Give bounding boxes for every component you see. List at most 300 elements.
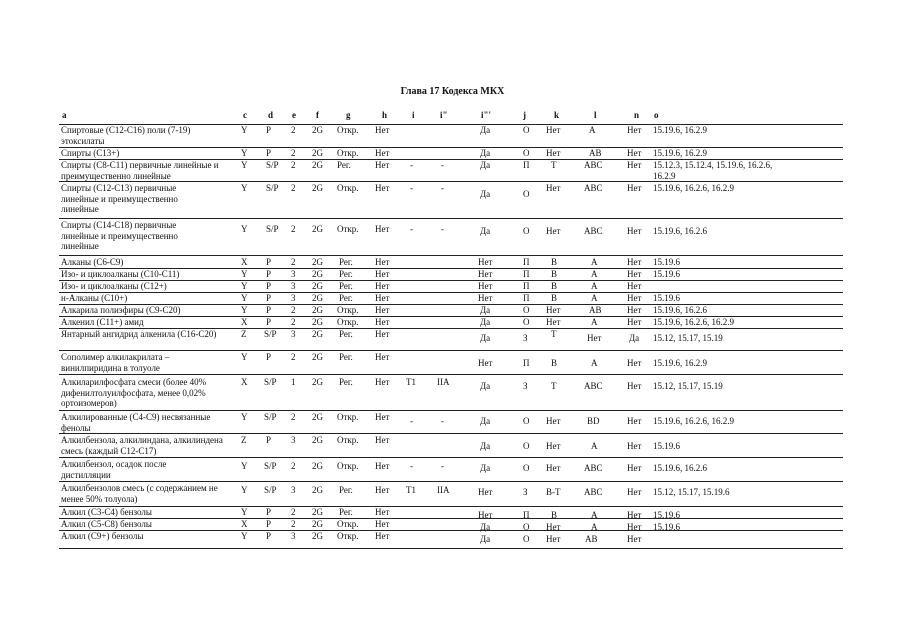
table-rule	[59, 218, 843, 219]
cell-i: -	[410, 461, 413, 471]
cell-k: B-T	[546, 487, 561, 497]
header-e: e	[292, 110, 296, 120]
cell-g: Рег.	[339, 352, 353, 362]
cell-o: 15.12, 15.17, 15.19	[653, 381, 723, 391]
cell-n: Да	[629, 333, 640, 343]
cell-k: T	[551, 329, 557, 339]
cell-i3: Нет	[478, 510, 493, 520]
cell-h: Нет	[375, 305, 390, 315]
cell-e: 3	[291, 269, 296, 279]
cell-e: 2	[291, 507, 296, 517]
cell-h: Нет	[375, 257, 390, 267]
cell-c: Y	[241, 485, 248, 495]
cell-g: Рег.	[339, 293, 353, 303]
cell-j: П	[523, 257, 530, 267]
cell-l: ABC	[584, 183, 603, 193]
cell-f: 2G	[312, 281, 323, 291]
cell-j: О	[523, 317, 530, 327]
cell-f: 2G	[312, 531, 323, 541]
cell-d: P	[266, 507, 272, 517]
cell-e: 3	[291, 485, 296, 495]
cell-j: О	[523, 463, 530, 473]
header-k: k	[554, 110, 560, 120]
cell-g: Откр.	[337, 125, 359, 135]
cell-l: A	[591, 269, 598, 279]
cell-name: Янтарный ангидрид алкенила (C16-C20)	[61, 329, 217, 339]
cell-j: З	[523, 381, 528, 391]
cell-h: Нет	[375, 317, 390, 327]
cell-d: S/P	[264, 485, 277, 495]
cell-g: Рег.	[339, 269, 353, 279]
cell-c: Y	[241, 281, 248, 291]
cell-g: Рег.	[337, 160, 351, 170]
cell-e: 2	[291, 160, 296, 170]
cell-l: A	[591, 510, 598, 520]
cell-f: 2G	[312, 461, 323, 471]
cell-n: Нет	[627, 257, 642, 267]
cell-d: P	[266, 305, 272, 315]
cell-i3: Да	[480, 381, 491, 391]
cell-c: X	[241, 377, 248, 387]
cell-c: Y	[241, 160, 248, 170]
table-rule	[59, 433, 843, 434]
cell-name: Спирты (C12-C13) первичные линейные и преимущественно линейные	[61, 183, 178, 214]
cell-i3: Нет	[478, 257, 493, 267]
cell-h: Нет	[375, 148, 390, 158]
cell-name: Алкилбензола, алкилиндана, алкилиндена смесь (каждый C12-C17)	[61, 435, 223, 456]
cell-n: Нет	[627, 522, 642, 532]
cell-g: Откр.	[337, 183, 359, 193]
cell-k: T	[551, 160, 557, 170]
cell-o: 15.19.6, 16.2.6	[653, 226, 707, 236]
cell-d: S/P	[266, 183, 279, 193]
header-a: a	[62, 110, 67, 120]
cell-e: 2	[291, 519, 296, 529]
cell-h: Нет	[375, 329, 390, 339]
table-rule	[59, 374, 843, 375]
cell-name: Спирты (C13+)	[61, 148, 120, 158]
cell-j: О	[523, 148, 530, 158]
cell-k: Нет	[546, 183, 561, 193]
cell-i3: Да	[480, 534, 491, 544]
cell-i3: Да	[480, 160, 491, 170]
cell-i2: IIA	[437, 485, 450, 495]
cell-d: P	[266, 519, 272, 529]
cell-o: 15.19.6, 16.2.9	[653, 358, 707, 368]
cell-i3: Да	[480, 463, 491, 473]
cell-n: Нет	[627, 358, 642, 368]
cell-j: П	[523, 160, 530, 170]
cell-l: A	[591, 358, 598, 368]
cell-l: A	[591, 317, 598, 327]
cell-i2: IIA	[437, 377, 450, 387]
cell-l: ABC	[584, 381, 603, 391]
cell-k: B	[551, 358, 558, 368]
cell-l: A	[591, 293, 598, 303]
cell-i: T1	[406, 377, 416, 387]
cell-g: Откр.	[337, 531, 359, 541]
cell-c: X	[241, 257, 248, 267]
header-g: g	[346, 110, 351, 120]
cell-k: B	[551, 269, 558, 279]
cell-g: Рег.	[339, 507, 353, 517]
cell-l: A	[591, 441, 598, 451]
cell-h: Нет	[375, 461, 390, 471]
cell-i2: -	[441, 224, 444, 234]
cell-o: 15.19.6	[653, 441, 680, 451]
header-o: o	[654, 110, 659, 120]
cell-f: 2G	[312, 148, 323, 158]
cell-e: 3	[291, 281, 296, 291]
cell-name: Алкиларилфосфата смеси (более 40% дифенилтолуилфосфата, менее 0,02% ортоизомеров)	[61, 377, 207, 408]
cell-name: Алканы (C6-C9)	[61, 257, 124, 267]
cell-i3: Нет	[478, 487, 493, 497]
cell-g: Откр.	[337, 412, 359, 422]
cell-name: Алкил (C9+) бензолы	[61, 531, 144, 541]
cell-name: Спиртовые (C12-C16) поли (7-19) этоксилаты	[61, 125, 191, 146]
cell-g: Откр.	[337, 148, 359, 158]
cell-n: Нет	[627, 125, 642, 135]
cell-c: Z	[241, 435, 247, 445]
table-rule	[59, 457, 843, 458]
cell-name: Изо- и циклоалканы (C12+)	[61, 281, 167, 291]
cell-k: Нет	[546, 522, 561, 532]
cell-k: Нет	[546, 463, 561, 473]
table-rule	[59, 410, 843, 411]
cell-l: Нет	[587, 333, 602, 343]
cell-d: S/P	[264, 412, 277, 422]
cell-d: P	[266, 293, 272, 303]
cell-c: Z	[241, 329, 247, 339]
cell-k: Нет	[546, 226, 561, 236]
cell-d: S/P	[266, 224, 279, 234]
cell-n: Нет	[627, 226, 642, 236]
cell-l: ABC	[584, 463, 603, 473]
cell-k: Нет	[546, 441, 561, 451]
cell-i: -	[410, 416, 413, 426]
cell-e: 2	[291, 224, 296, 234]
cell-g: Откр.	[337, 461, 359, 471]
cell-d: P	[266, 281, 272, 291]
cell-j: З	[523, 487, 528, 497]
cell-j: О	[523, 189, 530, 199]
cell-c: Y	[241, 148, 248, 158]
cell-h: Нет	[375, 281, 390, 291]
cell-l: BD	[587, 416, 600, 426]
cell-c: Y	[241, 352, 248, 362]
cell-e: 2	[291, 125, 296, 135]
cell-g: Откр.	[337, 519, 359, 529]
cell-i: -	[410, 183, 413, 193]
document-title: Глава 17 Кодекса МКХ	[400, 86, 505, 97]
header-n: n	[634, 110, 640, 120]
cell-name: Алкилбензолов смесь (с содержанием не менее 50% толуола)	[61, 483, 218, 504]
cell-g: Откр.	[337, 305, 359, 315]
cell-i3: Да	[480, 305, 491, 315]
cell-i3: Да	[480, 416, 491, 426]
cell-name: Сополимер алкилакрилата – винилпиридина в толуоле	[61, 352, 170, 373]
cell-name: Алкил (C5-C8) бензолы	[61, 519, 152, 529]
cell-f: 2G	[312, 507, 323, 517]
cell-f: 2G	[312, 519, 323, 529]
cell-f: 2G	[312, 305, 323, 315]
cell-i: -	[410, 224, 413, 234]
cell-h: Нет	[375, 377, 390, 387]
cell-o: 15.19.6, 16.2.9	[653, 125, 707, 135]
cell-d: S/P	[264, 329, 277, 339]
cell-i2: -	[441, 160, 444, 170]
cell-j: П	[523, 269, 530, 279]
cell-k: T	[551, 381, 557, 391]
cell-j: О	[523, 416, 530, 426]
cell-i: -	[410, 160, 413, 170]
cell-e: 2	[291, 352, 296, 362]
cell-n: Нет	[627, 293, 642, 303]
cell-h: Нет	[375, 125, 390, 135]
cell-j: О	[523, 522, 530, 532]
cell-f: 2G	[312, 352, 323, 362]
cell-h: Нет	[375, 183, 390, 193]
cell-c: X	[241, 317, 248, 327]
cell-f: 2G	[312, 269, 323, 279]
cell-h: Нет	[375, 224, 390, 234]
cell-i3: Да	[480, 441, 491, 451]
cell-i3: Да	[480, 125, 491, 135]
cell-e: 2	[291, 257, 296, 267]
cell-k: B	[551, 281, 558, 291]
cell-l: A	[591, 257, 598, 267]
cell-j: О	[523, 226, 530, 236]
cell-o: 15.12, 15.17, 15.19	[653, 333, 723, 343]
cell-o: 15.19.6, 16.2.6	[653, 305, 707, 315]
cell-c: Y	[241, 269, 248, 279]
table-rule	[59, 481, 843, 482]
cell-name: Изо- и циклоалканы (C10-C11)	[61, 269, 180, 279]
cell-h: Нет	[375, 160, 390, 170]
cell-d: P	[266, 148, 272, 158]
cell-k: B	[551, 510, 558, 520]
header-l: l	[594, 110, 597, 120]
table-header	[0, 110, 905, 124]
header-d: d	[268, 110, 274, 120]
cell-i3: Да	[480, 189, 491, 199]
cell-k: Нет	[546, 305, 561, 315]
cell-c: X	[241, 519, 248, 529]
cell-e: 2	[291, 183, 296, 193]
cell-c: Y	[241, 125, 248, 135]
cell-i3: Нет	[478, 358, 493, 368]
cell-n: Нет	[627, 183, 642, 193]
cell-c: Y	[241, 461, 248, 471]
cell-e: 2	[291, 461, 296, 471]
cell-h: Нет	[375, 507, 390, 517]
table-rule	[59, 548, 843, 549]
header-h: h	[382, 110, 388, 120]
cell-i2: -	[441, 461, 444, 471]
cell-f: 2G	[312, 257, 323, 267]
cell-c: Y	[241, 507, 248, 517]
cell-n: Нет	[627, 487, 642, 497]
cell-h: Нет	[375, 519, 390, 529]
cell-l: AB	[585, 534, 598, 544]
cell-d: P	[266, 317, 272, 327]
cell-o: 15.19.6, 16.2.6, 16.2.9	[653, 183, 734, 193]
cell-l: ABC	[584, 226, 603, 236]
cell-j: З	[523, 333, 528, 343]
cell-e: 1	[291, 377, 296, 387]
cell-j: П	[523, 358, 530, 368]
cell-g: Рег.	[339, 377, 353, 387]
cell-d: P	[266, 531, 272, 541]
cell-n: Нет	[627, 416, 642, 426]
cell-k: Нет	[546, 148, 561, 158]
cell-k: B	[551, 257, 558, 267]
cell-j: П	[523, 293, 530, 303]
cell-i2: -	[441, 183, 444, 193]
cell-i3: Нет	[478, 293, 493, 303]
cell-n: Нет	[627, 317, 642, 327]
cell-f: 2G	[312, 329, 323, 339]
cell-e: 3	[291, 293, 296, 303]
cell-j: О	[523, 125, 530, 135]
cell-i3: Да	[480, 226, 491, 236]
cell-l: AB	[589, 305, 602, 315]
cell-d: S/P	[264, 461, 277, 471]
cell-l: A	[591, 281, 598, 291]
cell-g: Откр.	[337, 435, 359, 445]
cell-g: Рег.	[339, 257, 353, 267]
cell-c: Y	[241, 305, 248, 315]
cell-o: 15.19.6	[653, 293, 680, 303]
cell-k: Нет	[546, 125, 561, 135]
cell-n: Нет	[627, 441, 642, 451]
cell-g: Рег.	[339, 485, 353, 495]
cell-f: 2G	[312, 317, 323, 327]
cell-f: 2G	[312, 293, 323, 303]
cell-i3: Нет	[478, 269, 493, 279]
cell-f: 2G	[312, 377, 323, 387]
cell-c: Y	[241, 531, 248, 541]
cell-o: 15.19.6	[653, 257, 680, 267]
cell-i3: Да	[480, 317, 491, 327]
cell-f: 2G	[312, 125, 323, 135]
cell-h: Нет	[375, 412, 390, 422]
cell-i: T1	[406, 485, 416, 495]
header-i3: i"'	[481, 110, 491, 120]
cell-name: Спирты (C8-C11) первичные линейные и преимущественно линейные	[61, 160, 219, 181]
table-rule	[59, 181, 843, 182]
cell-f: 2G	[312, 183, 323, 193]
cell-e: 3	[291, 531, 296, 541]
cell-k: Нет	[546, 317, 561, 327]
cell-n: Нет	[627, 381, 642, 391]
cell-k: Нет	[546, 534, 561, 544]
cell-e: 3	[291, 435, 296, 445]
cell-e: 2	[291, 148, 296, 158]
cell-j: О	[523, 534, 530, 544]
cell-f: 2G	[312, 160, 323, 170]
cell-o: 15.19.6, 16.2.6, 16.2.9	[653, 416, 734, 426]
cell-e: 2	[291, 412, 296, 422]
cell-i3: Да	[480, 522, 491, 532]
cell-d: P	[266, 257, 272, 267]
cell-n: Нет	[627, 510, 642, 520]
cell-l: ABC	[584, 487, 603, 497]
cell-o: 15.12.3, 15.12.4, 15.19.6, 16.2.6, 16.2.9	[653, 160, 773, 181]
cell-o: 15.19.6, 16.2.6, 16.2.9	[653, 317, 734, 327]
cell-i3: Да	[480, 148, 491, 158]
header-i2: i"	[440, 110, 448, 120]
cell-n: Нет	[627, 281, 642, 291]
header-j: j	[523, 110, 526, 120]
cell-g: Откр.	[337, 224, 359, 234]
cell-o: 15.12, 15.17, 15.19.6	[653, 487, 730, 497]
cell-c: Y	[241, 183, 248, 193]
cell-j: О	[523, 305, 530, 315]
cell-h: Нет	[375, 435, 390, 445]
cell-i2: -	[441, 416, 444, 426]
cell-e: 3	[291, 329, 296, 339]
cell-name: Спирты (C14-C18) первичные линейные и преимущественно линейные	[61, 220, 178, 251]
cell-j: О	[523, 441, 530, 451]
cell-n: Нет	[627, 160, 642, 170]
cell-name: н-Алканы (C10+)	[61, 293, 128, 303]
cell-f: 2G	[312, 224, 323, 234]
header-i: i	[412, 110, 415, 120]
cell-g: Откр.	[337, 317, 359, 327]
cell-d: P	[266, 435, 272, 445]
cell-name: Алкил (C3-C4) бензолы	[61, 507, 152, 517]
cell-d: S/P	[266, 160, 279, 170]
cell-d: P	[266, 352, 272, 362]
cell-name: Алкилбензол, осадок после дистилляции	[61, 459, 167, 480]
cell-c: Y	[241, 293, 248, 303]
cell-n: Нет	[627, 269, 642, 279]
cell-k: Нет	[546, 416, 561, 426]
cell-d: P	[266, 125, 272, 135]
cell-o: 15.19.6, 16.2.9	[653, 148, 707, 158]
cell-n: Нет	[627, 148, 642, 158]
cell-g: Рег.	[339, 329, 353, 339]
cell-name: Алкилированные (C4-C9) несвязанные фенолы	[61, 412, 211, 433]
cell-e: 2	[291, 305, 296, 315]
cell-h: Нет	[375, 293, 390, 303]
cell-g: Рег.	[339, 281, 353, 291]
cell-l: ABC	[584, 160, 603, 170]
table-rule	[59, 255, 843, 256]
cell-o: 15.19.6, 16.2.6	[653, 463, 707, 473]
cell-name: Алкенил (C11+) амид	[61, 317, 144, 327]
cell-d: S/P	[264, 377, 277, 387]
cell-l: A	[589, 125, 596, 135]
cell-o: 15.19.6	[653, 269, 680, 279]
cell-l: AB	[589, 148, 602, 158]
cell-c: Y	[241, 224, 248, 234]
cell-h: Нет	[375, 269, 390, 279]
cell-h: Нет	[375, 352, 390, 362]
cell-c: Y	[241, 412, 248, 422]
cell-k: B	[551, 293, 558, 303]
cell-n: Нет	[627, 305, 642, 315]
cell-n: Нет	[627, 534, 642, 544]
header-f: f	[316, 110, 319, 120]
cell-h: Нет	[375, 485, 390, 495]
cell-d: P	[266, 269, 272, 279]
cell-h: Нет	[375, 531, 390, 541]
cell-f: 2G	[312, 485, 323, 495]
cell-o: 15.19.6	[653, 522, 680, 532]
cell-f: 2G	[312, 435, 323, 445]
